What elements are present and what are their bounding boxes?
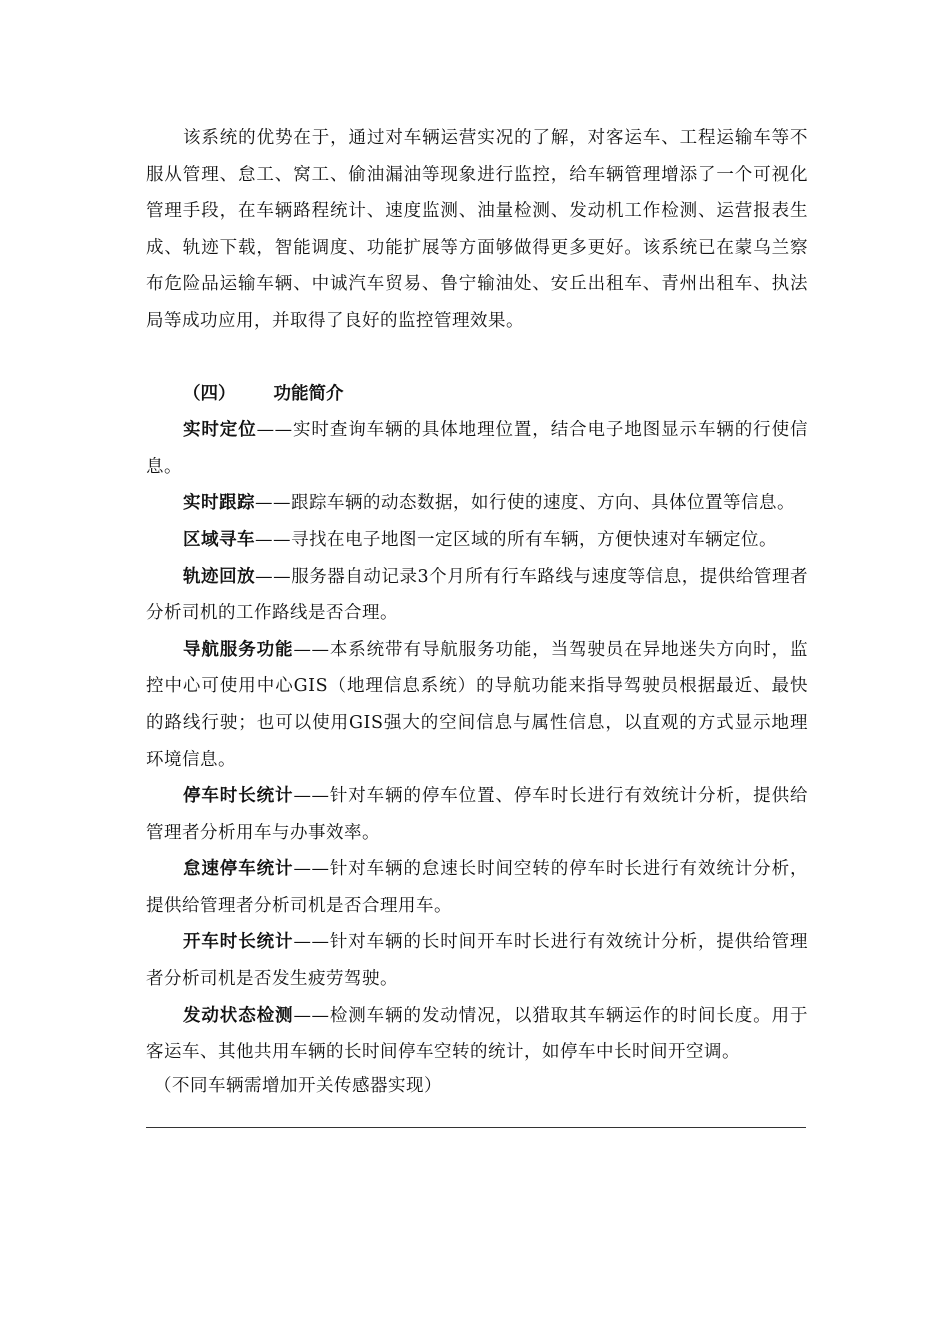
feature-term: 开车时长统计 bbox=[183, 932, 294, 953]
feature-paragraph bbox=[146, 412, 808, 485]
feature-desc: ——针对车辆的怠速长时间空转的停车时长进行有效统计分析，提供给管理者分析司机是否合理用车。 bbox=[146, 859, 808, 916]
footer-divider bbox=[146, 1127, 806, 1128]
feature-desc: ——跟踪车辆的动态数据，如行使的速度、方向、具体位置等信息。 bbox=[255, 493, 795, 514]
feature-desc: ——服务器自动记录3个月所有行车路线与速度等信息，提供给管理者分析司机的工作路线是否合理。 bbox=[146, 566, 808, 624]
feature-term: 怠速停车统计 bbox=[183, 859, 294, 880]
page-body bbox=[146, 120, 808, 1101]
section-number: （四） bbox=[183, 383, 236, 404]
feature-term: 发动状态检测 bbox=[183, 1005, 294, 1026]
feature-paragraph bbox=[146, 632, 808, 778]
feature-desc: ——检测车辆的发动情况，以猎取其车辆运作的时间长度。用于客运车、其他共用车辆的长时间停车空转的统计，如停车中长时间开空调。 bbox=[146, 1005, 808, 1063]
feature-desc: ——实时查询车辆的具体地理位置，结合电子地图显示车辆的行使信息。 bbox=[146, 420, 808, 477]
section-heading bbox=[146, 376, 808, 413]
feature-paragraph bbox=[146, 998, 808, 1071]
feature-paragraph bbox=[146, 778, 808, 851]
feature-desc: ——针对车辆的长时间开车时长进行有效统计分析，提供给管理者分析司机是否发生疲劳驾驶。 bbox=[146, 932, 808, 990]
feature-desc: ——针对车辆的停车位置、停车时长进行有效统计分析，提供给管理者分析用车与办事效率。 bbox=[146, 786, 808, 843]
footnote: （不同车辆需增加开关传感器实现） bbox=[154, 1075, 442, 1096]
feature-term: 导航服务功能 bbox=[183, 639, 294, 660]
feature-desc: ——寻找在电子地图一定区域的所有车辆，方便快速对车辆定位。 bbox=[255, 529, 777, 550]
feature-paragraph bbox=[146, 522, 808, 559]
section-title: 功能简介 bbox=[273, 383, 344, 404]
feature-paragraph bbox=[146, 485, 808, 522]
feature-paragraph bbox=[146, 851, 808, 924]
feature-term: 轨迹回放 bbox=[183, 566, 256, 587]
feature-term: 实时跟踪 bbox=[183, 493, 255, 514]
intro-paragraph: 该系统的优势在于，通过对车辆运营实况的了解，对客运车、工程运输车等不服从管理、怠工、窝工、偷油漏油等现象进行监控，给车辆管理增添了一个可视化管理手段，在车辆路程统计、速度监测、油量检测、发动机工作检测、运营报表生成、轨迹下载，智能调度、功能扩展等方面够做得更多更好。该系统已在蒙乌兰察布危险品运输车辆、中诚汽车贸易、鲁宁输油处、安丘出租车、青州出租车、执法局等成功应用，并取得了良好的监控管理效果。 bbox=[146, 128, 808, 331]
feature-desc: ——本系统带有导航服务功能，当驾驶员在异地迷失方向时，监控中心可使用中心GIS（地理信息系统）的导航功能来指导驾驶员根据最近、最快的路线行驶；也可以使用GIS强大的空间信息与属性信息，以直观的方式显示地理环境信息。 bbox=[146, 639, 808, 770]
feature-term: 实时定位 bbox=[183, 420, 257, 441]
feature-term: 停车时长统计 bbox=[183, 786, 294, 807]
feature-term: 区域寻车 bbox=[183, 529, 255, 550]
feature-paragraph bbox=[146, 559, 808, 632]
feature-paragraph bbox=[146, 924, 808, 997]
